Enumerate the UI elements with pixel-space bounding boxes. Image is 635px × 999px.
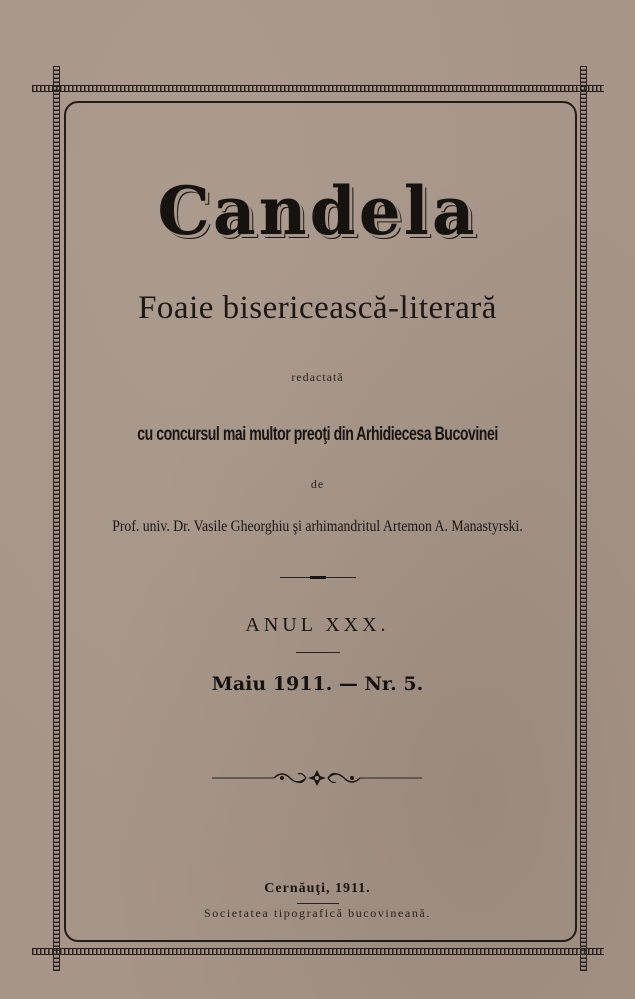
journal-title: Candela xyxy=(157,172,478,250)
section-divider xyxy=(280,577,356,578)
volume-year: ANUL XXX. xyxy=(245,614,390,636)
by-label: de xyxy=(310,477,325,491)
issue-date-number: Maiu 1911. — Nr. 5. xyxy=(211,673,424,695)
imprint-city-year: Cernăuţi, 1911. xyxy=(264,881,371,896)
ornament-flourish-icon xyxy=(212,766,422,790)
year-rule xyxy=(296,652,340,653)
editors-line: Prof. univ. Dr. Vasile Gheorghiu şi arhimandritul Artemon A. Manastyrski. xyxy=(112,518,523,535)
contributors-line: cu concursul mai multor preoţi din Arhidiecesa Bucovinei xyxy=(137,424,498,445)
edited-label: redactată xyxy=(291,370,344,384)
imprint-rule xyxy=(297,903,339,904)
imprint-printer: Societatea tipografică bucovineană. xyxy=(204,906,431,920)
border-top-rule xyxy=(32,85,604,92)
border-bottom-rule xyxy=(32,948,604,955)
journal-subtitle: Foaie bisericească-literară xyxy=(138,290,497,326)
